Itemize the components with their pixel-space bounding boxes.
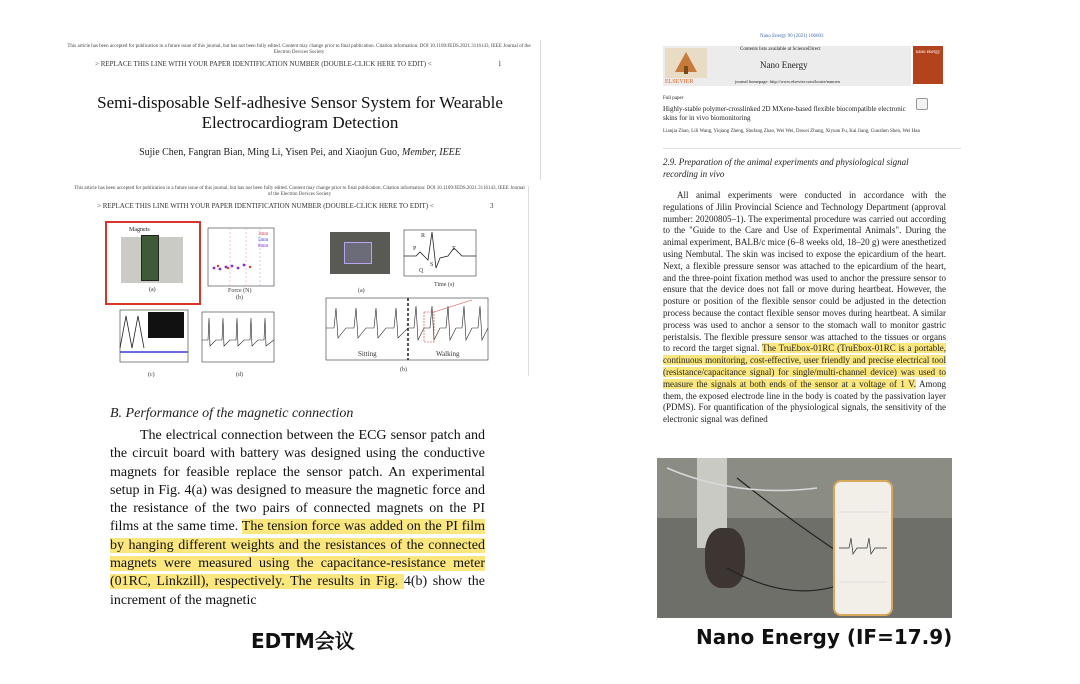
article-type: Full paper	[663, 96, 684, 101]
fig-label-c: (c)	[148, 372, 155, 378]
resistance-time-chart	[116, 308, 192, 366]
sensor-board	[141, 235, 159, 281]
replace-line: > REPLACE THIS LINE WITH YOUR PAPER IDENTIFICATION NUMBER (DOUBLE-CLICK HERE TO EDIT) <	[95, 60, 432, 68]
fig-label-a: (a)	[149, 287, 156, 293]
author-names: Sujie Chen, Fangran Bian, Ming Li, Yisen Pei, and Xiaojun Guo,	[139, 147, 400, 158]
fig-label-b2: (b)	[400, 367, 407, 373]
replace-line-2: > REPLACE THIS LINE WITH YOUR PAPER IDENTIFICATION NUMBER (DOUBLE-CLICK HERE TO EDIT) <	[97, 202, 434, 210]
legend-3mm: 3mm	[258, 232, 269, 237]
ecg-r-label: R	[421, 233, 426, 239]
sitting-walking-ecg-chart	[312, 294, 492, 368]
legend-8mm: 8mm	[258, 244, 269, 249]
cover-label: nano energy	[915, 50, 941, 55]
paper-authors	[90, 147, 510, 158]
sensor-photo	[330, 232, 390, 274]
left-caption: EDTM会议	[251, 629, 355, 653]
nano-para-text-2: Among them, the exposed electrode line in the body is coated by the passivation layer (PDMS). For quantification of the physiological signals, the sensitivity of the electronic signal was defined	[663, 378, 946, 425]
nano-para-highlight: The TruEbox-01RC (TruEbox-01RC is a portable, continuous monitoring, cost-effective, user friendly and precise electrical tool (resistance/capacitance signal) for single/multi-channel device) was used to measure the signals at both ends of the sensor at a voltage of 1 V.	[663, 343, 946, 389]
publisher-name: ELSEVIER	[665, 79, 694, 85]
doi-line: Nano Energy 90 (2021) 106603	[760, 34, 824, 39]
page-number-2: 3	[490, 202, 494, 210]
section-heading: B. Performance of the magnetic connection	[110, 406, 354, 421]
nano-paper-authors: Lianjia Zhao, Lili Wang, Yiqiang Zheng, Shufang Zhao, Wei Wei, Dawei Zhang, Xiyuan Fu, Kai Jiang, Guozhen Shen, Wei Han	[663, 129, 920, 134]
sitting-label: Sitting	[358, 350, 377, 358]
time-axis-label: Time (s)	[434, 282, 455, 288]
ecg-t-label: T	[452, 246, 456, 252]
paper-title: Semi-disposable Self-adhesive Sensor System for Wearable Electrocardiogram Detection	[97, 93, 503, 132]
nano-paper-title: Highly-stable polymer-crosslinked 2D MXene-based flexible biocompatible electronic skins for in vivo biomonitoring	[663, 105, 906, 122]
single-ecg-chart	[400, 228, 480, 284]
nano-section-heading: 2.9. Preparation of the animal experiments and physiological signal recording in vivo	[663, 157, 909, 179]
header-notice-2: This article has been accepted for publication in a future issue of this journal, but has not been fully edited. Content may change prior to final publication. Citation information: DOI 10.1109/JEDS.2021.3116143, IEEE Journal of the Electron Devices Society	[74, 186, 525, 197]
nano-body-paragraph	[663, 190, 946, 426]
legend-5mm: 5mm	[258, 238, 269, 243]
fig-label-b: (b)	[236, 295, 243, 301]
para-text-2: 4(b) show the increment of the magnetic	[110, 574, 485, 608]
phone	[833, 480, 893, 616]
ecg-q-label: Q	[419, 268, 424, 274]
ecg-p-label: P	[413, 246, 417, 252]
para-text-1: The electrical connection between the ECG sensor patch and the circuit board with battery was designed using the conductive magnets for feasible replace the sensor patch. An experimental setup in Fig. 4(a) was designed to measure the magnetic force and the resistance of the two pairs of connected magnets on the PI films at the same time.	[110, 428, 485, 535]
force-axis-label: Force (N)	[228, 288, 252, 294]
setup-photo-box	[105, 221, 201, 305]
elsevier-logo	[665, 48, 707, 78]
fig-label-a2: (a)	[358, 288, 365, 294]
contents-line: Contents lists available at ScienceDirect	[740, 47, 821, 52]
amplitude-time-chart	[198, 310, 278, 366]
para-highlight: The tension force was added on the PI film by hanging different weights and the resistances of the connected magnets were measured using the capacitance-resistance meter (01RC, Linkzill), respectively. The results in Fig.	[110, 519, 485, 590]
page-number: 1	[498, 60, 502, 68]
journal-homepage: journal homepage: http://www.elsevier.com/locate/nanoen	[735, 79, 840, 84]
body-paragraph	[110, 427, 485, 610]
walking-label: Walking	[436, 350, 460, 358]
journal-name: Nano Energy	[760, 60, 808, 70]
fig-label-d: (d)	[236, 372, 243, 378]
author-suffix: Member, IEEE	[402, 147, 461, 158]
magnets-label: Magnets	[129, 227, 150, 233]
header-notice: This article has been accepted for publication in a future issue of this journal, but has not been fully edited. Content may change prior to final publication. Citation information: DOI 10.1109/JEDS.2021.3116143, IEEE Journal of the Electron Devices Society	[67, 44, 531, 55]
chart-legend	[258, 232, 268, 250]
crossmark-icon[interactable]	[916, 98, 928, 110]
nano-para-text-1: All animal experiments were conducted in accordance with the regulations of Jilin Provincial Science and Technology Department (approval number: 20200805–1). The experimental procedure was carried out according to the "Guide to the Care and Use of Experimental Animals". During the animal experiment, BALB/c mice (6–8 weeks old, 18–20 g) were anesthetized using Nembutal. The skin was incised to expose the epicardium of the heart. Next, a flexible pressure sensor was attached to the epicardium of the heart, and the three-point fixation method was used to anchor the pressure sensor to ensure that the device does not fall or move during heartbeat. However, the posture or position of the flexible sensor could be adjusted in the detection process because the contact flexible sensor moves during heartbeat. A similar process was used to anchor a sensor to the stomach wall to monitor gastric peristalsis. The flexible pressure sensor was attached to the tissues or organs to record the target signal.	[663, 190, 946, 354]
experiment-photo	[657, 458, 952, 618]
right-caption: Nano Energy (IF=17.9)	[696, 625, 953, 649]
journal-cover	[913, 46, 943, 84]
ecg-s-label: S	[430, 262, 434, 268]
